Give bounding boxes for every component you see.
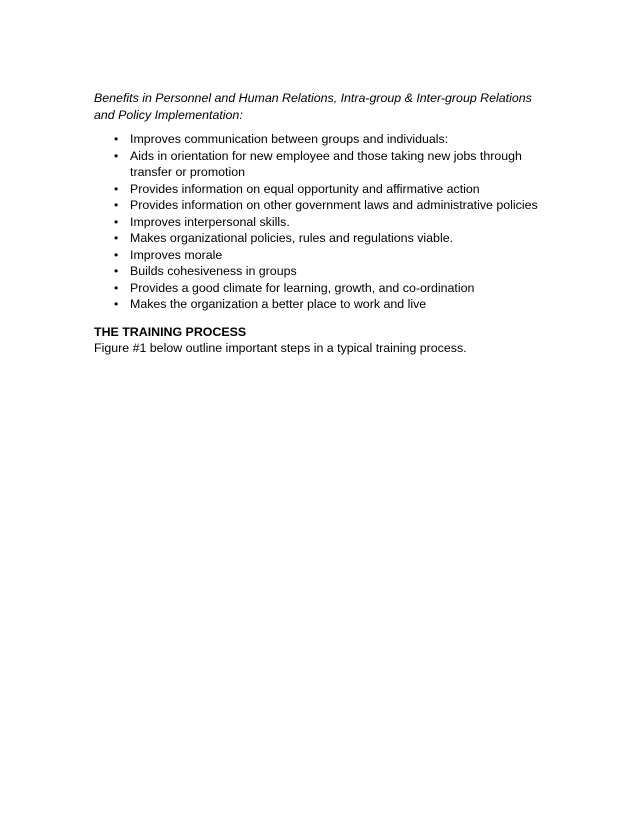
list-item [94,263,554,280]
intro-paragraph: Benefits in Personnel and Human Relations, Intra-group & Inter-group Relations and Policy Implementation: [94,91,532,122]
benefits-list [94,131,554,313]
bullet-icon: • [114,280,119,295]
list-item-text: Builds cohesiveness in groups [130,264,297,278]
bullet-icon: • [114,132,119,146]
list-item-text: Provides information on other government laws and administrative policies [130,198,538,212]
page-content [94,90,554,357]
bullet-icon: • [114,231,119,245]
section-heading: THE TRAINING PROCESS [94,324,247,339]
list-item [94,214,554,231]
list-item [94,148,554,181]
list-item-text: Makes organizational policies, rules and regulations viable. [130,231,454,245]
bullet-icon: • [114,198,119,212]
list-item-text: Provides information on equal opportunity and affirmative action [130,181,480,196]
list-item-text: Improves interpersonal skills. [130,214,290,229]
bullet-icon: • [114,214,119,229]
list-item [94,181,554,198]
bullet-icon: • [114,297,119,311]
list-item [94,247,554,264]
list-item [94,197,554,214]
bullet-icon: • [114,181,119,196]
list-item-text: Improves morale [130,247,223,262]
bullet-icon: • [114,264,119,278]
list-item-text: Improves communication between groups and individuals: [130,132,449,146]
list-item-text: Aids in orientation for new employee and those taking new jobs through transfer or promotion [130,148,522,179]
list-item [94,131,554,148]
section-text: Figure #1 below outline important steps in a typical training process. [94,341,467,355]
list-item [94,280,554,297]
list-item [94,296,554,313]
list-item [94,230,554,247]
list-item-text: Provides a good climate for learning, growth, and co-ordination [130,280,475,295]
list-item-text: Makes the organization a better place to work and live [130,297,427,311]
bullet-icon: • [114,247,119,262]
bullet-icon: • [114,148,119,163]
